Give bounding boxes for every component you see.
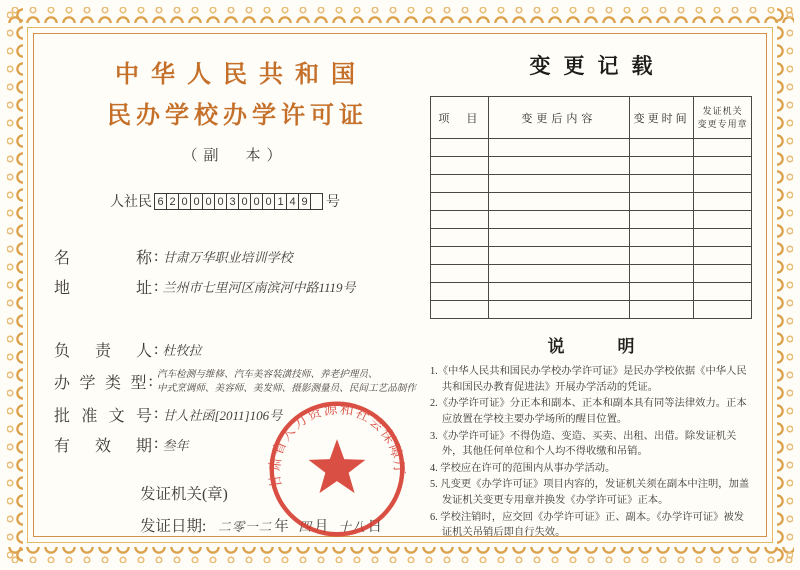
change-table-cell xyxy=(431,265,489,283)
change-table-cell xyxy=(488,265,629,283)
issue-date-year: 二零一二 xyxy=(218,519,273,534)
note-item: 2.《办学许可证》分正本和副本、正本和副本具有同等法律效力。正本应放置在学校主要办学场所的醒目位置。 xyxy=(430,398,747,425)
change-table-row xyxy=(431,301,752,319)
serial-digit-cell: 2 xyxy=(166,193,179,210)
change-table-row xyxy=(431,265,752,283)
serial-digit-cell: 0 xyxy=(178,193,191,210)
serial-digit-cell: 1 xyxy=(274,193,287,210)
seal-text: 甘肃省人力资源和社会保障厅 xyxy=(267,401,407,489)
change-record-panel xyxy=(416,42,756,539)
change-record-title: 变更记载 xyxy=(529,54,666,78)
change-table-cell xyxy=(431,301,489,319)
field-validity-value: 叁年 xyxy=(162,437,189,453)
col-header-time: 变更时间 xyxy=(630,97,694,139)
serial-digit-cell xyxy=(310,193,323,210)
issue-date-day: 十八 xyxy=(338,519,366,534)
change-table-cell xyxy=(431,247,489,265)
title-country: 中华人民共和国 xyxy=(115,62,367,88)
change-table-cell xyxy=(694,139,752,157)
col-header-seal xyxy=(694,97,752,139)
field-name xyxy=(54,245,416,268)
change-table-cell xyxy=(488,157,629,175)
school-type-line2: 中式烹调师、美容师、美发师、摄影测量员、民间工艺品制作 xyxy=(156,382,416,394)
field-validity-label: 有效期 xyxy=(54,437,152,455)
issue-date-label: 发证日期: xyxy=(140,517,207,535)
change-table-row xyxy=(431,157,752,175)
field-name-value: 甘肃万华职业培训学校 xyxy=(162,250,293,265)
change-table-cell xyxy=(694,193,752,211)
issue-date-month: 四 xyxy=(298,519,313,534)
serial-boxes xyxy=(155,193,323,210)
change-table-cell xyxy=(431,211,489,229)
change-table-cell xyxy=(431,229,489,247)
notes-title: 说 明 xyxy=(547,337,653,356)
change-table-cell xyxy=(488,301,629,319)
change-table-header-row xyxy=(431,97,752,139)
day-unit: 日 xyxy=(367,518,382,535)
serial-digit-cell: 0 xyxy=(190,193,203,210)
change-table-cell xyxy=(694,265,752,283)
colon: : xyxy=(154,247,159,265)
change-table-cell xyxy=(630,193,694,211)
field-address-value: 兰州市七里河区南滨河中路1119号 xyxy=(162,280,356,295)
colon: : xyxy=(154,405,159,423)
serial-digit-cell: 0 xyxy=(250,193,263,210)
serial-number-row xyxy=(110,191,416,211)
change-table-cell xyxy=(431,175,489,193)
change-table-cell xyxy=(431,283,489,301)
change-table-cell xyxy=(694,229,752,247)
field-address xyxy=(54,275,416,298)
change-table-cell xyxy=(630,265,694,283)
change-table-cell xyxy=(488,229,629,247)
change-table-cell xyxy=(488,193,629,211)
change-table-cell xyxy=(630,139,694,157)
serial-digit-cell: 9 xyxy=(298,193,311,210)
field-school-type-label: 办学类型 xyxy=(54,375,147,393)
lace-border-top xyxy=(6,7,794,23)
change-table-cell xyxy=(630,211,694,229)
lace-border-bottom xyxy=(6,547,794,563)
note-item: 4. 学校应在许可的范围内从事办学活动。 xyxy=(430,462,616,474)
school-type-line1: 汽车检测与维修、汽车美容装潢技师、养老护理员、 xyxy=(156,369,378,380)
change-table-cell xyxy=(630,283,694,301)
issuing-authority-label: 发证机关(章) xyxy=(140,485,228,503)
change-table-cell xyxy=(630,247,694,265)
change-table-cell xyxy=(488,283,629,301)
field-approval-no-label: 批准文号 xyxy=(54,407,152,425)
colon: : xyxy=(154,435,159,453)
note-item: 6. 学校注销时，应交回《办学许可证》正、副本。《办学许可证》被发证机关吊销后即自行失效。 xyxy=(430,511,745,539)
change-table-row xyxy=(431,175,752,193)
change-table-cell xyxy=(630,229,694,247)
change-table-row xyxy=(431,193,752,211)
col-header-seal-line1: 发证机关 xyxy=(702,106,743,117)
col-header-content: 变更后内容 xyxy=(488,97,629,139)
serial-digit-cell: 4 xyxy=(286,193,299,210)
certificate-content xyxy=(38,38,762,539)
change-table-cell xyxy=(488,139,629,157)
field-name-label: 名称 xyxy=(54,250,152,267)
year-unit: 年 xyxy=(274,518,289,535)
note-item: 3.《办学许可证》不得伪造、变造、买卖、出租、出借。除发证机关外，其他任何单位和个人均不得收缴和吊销。 xyxy=(430,430,737,458)
lace-border-right xyxy=(777,6,793,564)
change-table-cell xyxy=(630,175,694,193)
serial-prefix: 人社民 xyxy=(110,195,152,210)
license-main-panel xyxy=(44,42,416,535)
note-item: 5. 凡变更《办学许可证》项目内容的，发证机关须在副本中注明，加盖发证机关变更专用章并换发《办学许可证》正本。 xyxy=(430,479,750,507)
change-table-cell xyxy=(694,211,752,229)
change-table-cell xyxy=(630,301,694,319)
change-table-cell xyxy=(488,175,629,193)
field-principal-value: 杜牧拉 xyxy=(162,343,202,358)
change-table-row xyxy=(431,229,752,247)
change-table-row xyxy=(431,211,752,229)
field-address-label: 地址 xyxy=(54,280,152,297)
change-record-table xyxy=(430,96,752,319)
colon: : xyxy=(148,372,153,390)
change-table-cell xyxy=(694,157,752,175)
serial-suffix: 号 xyxy=(326,195,340,210)
change-table-body xyxy=(431,139,752,319)
field-principal-label: 负责人 xyxy=(54,343,152,360)
change-table-cell xyxy=(431,193,489,211)
change-table-row xyxy=(431,139,752,157)
change-table-cell xyxy=(431,139,489,157)
colon: : xyxy=(154,277,159,295)
change-table-cell xyxy=(694,283,752,301)
serial-digit-cell: 0 xyxy=(202,193,215,210)
change-table-cell xyxy=(694,175,752,193)
note-item: 1.《中华人民共和国民办学校办学许可证》是民办学校依据《中华人民共和国民办教育促进法》开展办学活动的凭证。 xyxy=(430,366,747,393)
serial-digit-cell: 0 xyxy=(214,193,227,210)
change-table-cell xyxy=(694,247,752,265)
copy-type-label: （副 本） xyxy=(182,148,288,164)
certificate-title xyxy=(54,54,416,130)
official-red-seal xyxy=(264,396,410,542)
change-table-row xyxy=(431,283,752,301)
col-header-item: 项 目 xyxy=(431,97,489,139)
change-table-row xyxy=(431,247,752,265)
colon: : xyxy=(154,340,159,358)
field-school-type-value xyxy=(157,368,416,396)
title-license: 民办学校办学许可证 xyxy=(107,103,368,129)
serial-digit-cell: 3 xyxy=(226,193,239,210)
change-table-cell xyxy=(488,211,629,229)
change-table-cell xyxy=(630,157,694,175)
notes-list xyxy=(430,364,752,541)
change-table-cell xyxy=(694,301,752,319)
lace-border-left xyxy=(7,6,23,564)
serial-digit-cell: 0 xyxy=(262,193,275,210)
field-school-type xyxy=(54,368,416,396)
field-principal xyxy=(54,338,416,361)
serial-digit-cell: 0 xyxy=(238,193,251,210)
col-header-seal-line2: 变更专用章 xyxy=(697,118,748,129)
change-table-cell xyxy=(431,157,489,175)
change-table-cell xyxy=(488,247,629,265)
month-unit: 月 xyxy=(314,518,329,535)
serial-digit-cell: 6 xyxy=(154,193,167,210)
seal-star-icon xyxy=(309,439,366,493)
field-approval-no-value: 甘人社函[2011]106号 xyxy=(162,407,283,423)
